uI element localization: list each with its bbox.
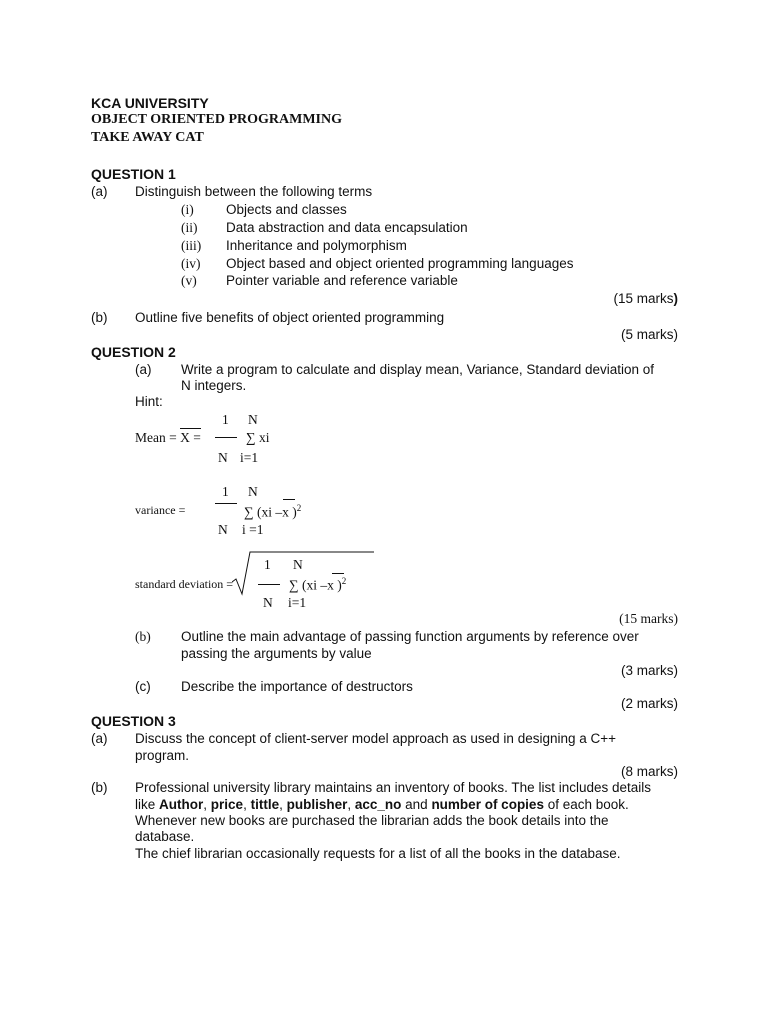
q1-item-num: (ii) — [181, 220, 198, 235]
q1-a-text: Distinguish between the following terms — [135, 184, 373, 199]
q3-b-field-accno: acc_no — [354, 797, 402, 812]
q2-b-text-line1: Outline the main advantage of passing function arguments by reference over — [181, 629, 639, 644]
q3-b-field-tittle: tittle — [250, 797, 280, 812]
variance-numerator: 1 — [222, 484, 229, 499]
q3-b-text-line4: database. — [135, 829, 195, 844]
variance-sum-text: ∑ (xi –x ) — [244, 504, 297, 520]
q1-item-text: Objects and classes — [226, 202, 347, 217]
stddev-mean-bar — [332, 573, 344, 574]
q2-b-label: (b) — [135, 629, 151, 644]
mean-fraction-line — [215, 437, 237, 438]
variance-fraction-line — [215, 503, 237, 504]
q3-b-text-line2 — [135, 797, 629, 813]
q2-a-label: (a) — [135, 362, 152, 377]
q3-b-and: and — [401, 797, 432, 812]
q1-item-text: Inheritance and polymorphism — [226, 238, 407, 253]
q1-b-text: Outline five benefits of object oriented programming — [135, 310, 445, 325]
mean-bar-line — [180, 428, 201, 429]
variance-mean-bar — [283, 499, 295, 500]
stddev-sum — [289, 576, 346, 593]
variance-label: variance = — [135, 503, 186, 517]
stddev-sum-upper: N — [293, 557, 303, 572]
q1-item-text: Pointer variable and reference variable — [226, 273, 458, 288]
mean-denominator: N — [218, 450, 228, 465]
q2-a-text-line1: Write a program to calculate and display mean, Variance, Standard deviation of — [181, 362, 655, 377]
university-name: KCA UNIVERSITY — [91, 95, 209, 111]
mean-sum: ∑ xi — [246, 430, 270, 445]
q2-b-text-line2: passing the arguments by value — [181, 646, 372, 661]
q3-b-sep: , — [347, 797, 355, 812]
question-3-title: QUESTION 3 — [91, 713, 176, 729]
question-1-title: QUESTION 1 — [91, 166, 176, 182]
q2-c-marks: (2 marks) — [621, 696, 678, 711]
q3-b-field-publisher: publisher — [286, 797, 348, 812]
q2-hint: Hint: — [135, 394, 163, 409]
q3-b-text-line5: The chief librarian occasionally requests for a list of all the books in the database. — [135, 846, 621, 861]
q3-a-text-line1: Discuss the concept of client-server model approach as used in designing a C++ — [135, 731, 617, 746]
q3-b-field-price: price — [210, 797, 244, 812]
q1-a-marks — [613, 291, 678, 307]
stddev-exponent: 2 — [341, 576, 347, 586]
variance-sum — [244, 503, 301, 520]
q1-item-num: (i) — [181, 202, 194, 217]
q3-b-sep: , — [279, 797, 287, 812]
q2-b-marks: (3 marks) — [621, 663, 678, 678]
q3-b-field-copies: number of copies — [431, 797, 544, 812]
question-2-title: QUESTION 2 — [91, 344, 176, 360]
variance-sum-upper: N — [248, 484, 258, 499]
exam-type: TAKE AWAY CAT — [91, 130, 204, 145]
course-title: OBJECT ORIENTED PROGRAMMING — [91, 112, 342, 127]
variance-denominator: N — [218, 522, 228, 537]
q2-a-text-line2: N integers. — [181, 378, 247, 393]
q3-b-like: like — [135, 797, 160, 812]
q3-b-text-line3: Whenever new books are purchased the librarian adds the book details into the — [135, 813, 609, 828]
q2-c-label: (c) — [135, 679, 151, 694]
stddev-sum-lower: i=1 — [288, 595, 307, 610]
q3-a-label: (a) — [91, 731, 108, 746]
stddev-label: standard deviation = — [135, 577, 234, 591]
q3-b-field-author: Author — [159, 797, 204, 812]
q1-item-text: Object based and object oriented programming languages — [226, 256, 574, 271]
q3-b-sep: , — [243, 797, 251, 812]
q1-a-marks-paren: ) — [673, 291, 678, 306]
q2-a-marks: (15 marks) — [619, 611, 678, 626]
stddev-sum-text: ∑ (xi –x ) — [289, 577, 342, 593]
variance-sum-lower: i =1 — [242, 522, 264, 537]
q3-b-text-line1: Professional university library maintains an inventory of books. The list includes details — [135, 780, 651, 795]
mean-sum-lower: i=1 — [240, 450, 259, 465]
q3-b-label: (b) — [91, 780, 108, 795]
mean-numerator: 1 — [222, 412, 229, 427]
q1-a-marks-text: (15 marks — [613, 291, 674, 306]
variance-exponent: 2 — [296, 503, 302, 513]
q3-a-marks: (8 marks) — [621, 764, 678, 779]
q2-c-text: Describe the importance of destructors — [181, 679, 413, 694]
q3-b-tail: of each book. — [543, 797, 629, 812]
q3-b-sep: , — [203, 797, 211, 812]
q1-b-marks: (5 marks) — [621, 327, 678, 342]
stddev-denominator: N — [263, 595, 273, 610]
q1-b-label: (b) — [91, 310, 108, 325]
mean-sum-upper: N — [248, 412, 258, 427]
q1-a-label: (a) — [91, 184, 108, 199]
q1-item-text: Data abstraction and data encapsulation — [226, 220, 468, 235]
stddev-numerator: 1 — [264, 557, 271, 572]
q1-item-num: (iv) — [181, 256, 201, 271]
q1-item-num: (v) — [181, 273, 197, 288]
q1-item-num: (iii) — [181, 238, 202, 253]
q3-a-text-line2: program. — [135, 748, 190, 763]
mean-label: Mean = X = — [135, 430, 201, 445]
stddev-fraction-line — [258, 584, 280, 585]
